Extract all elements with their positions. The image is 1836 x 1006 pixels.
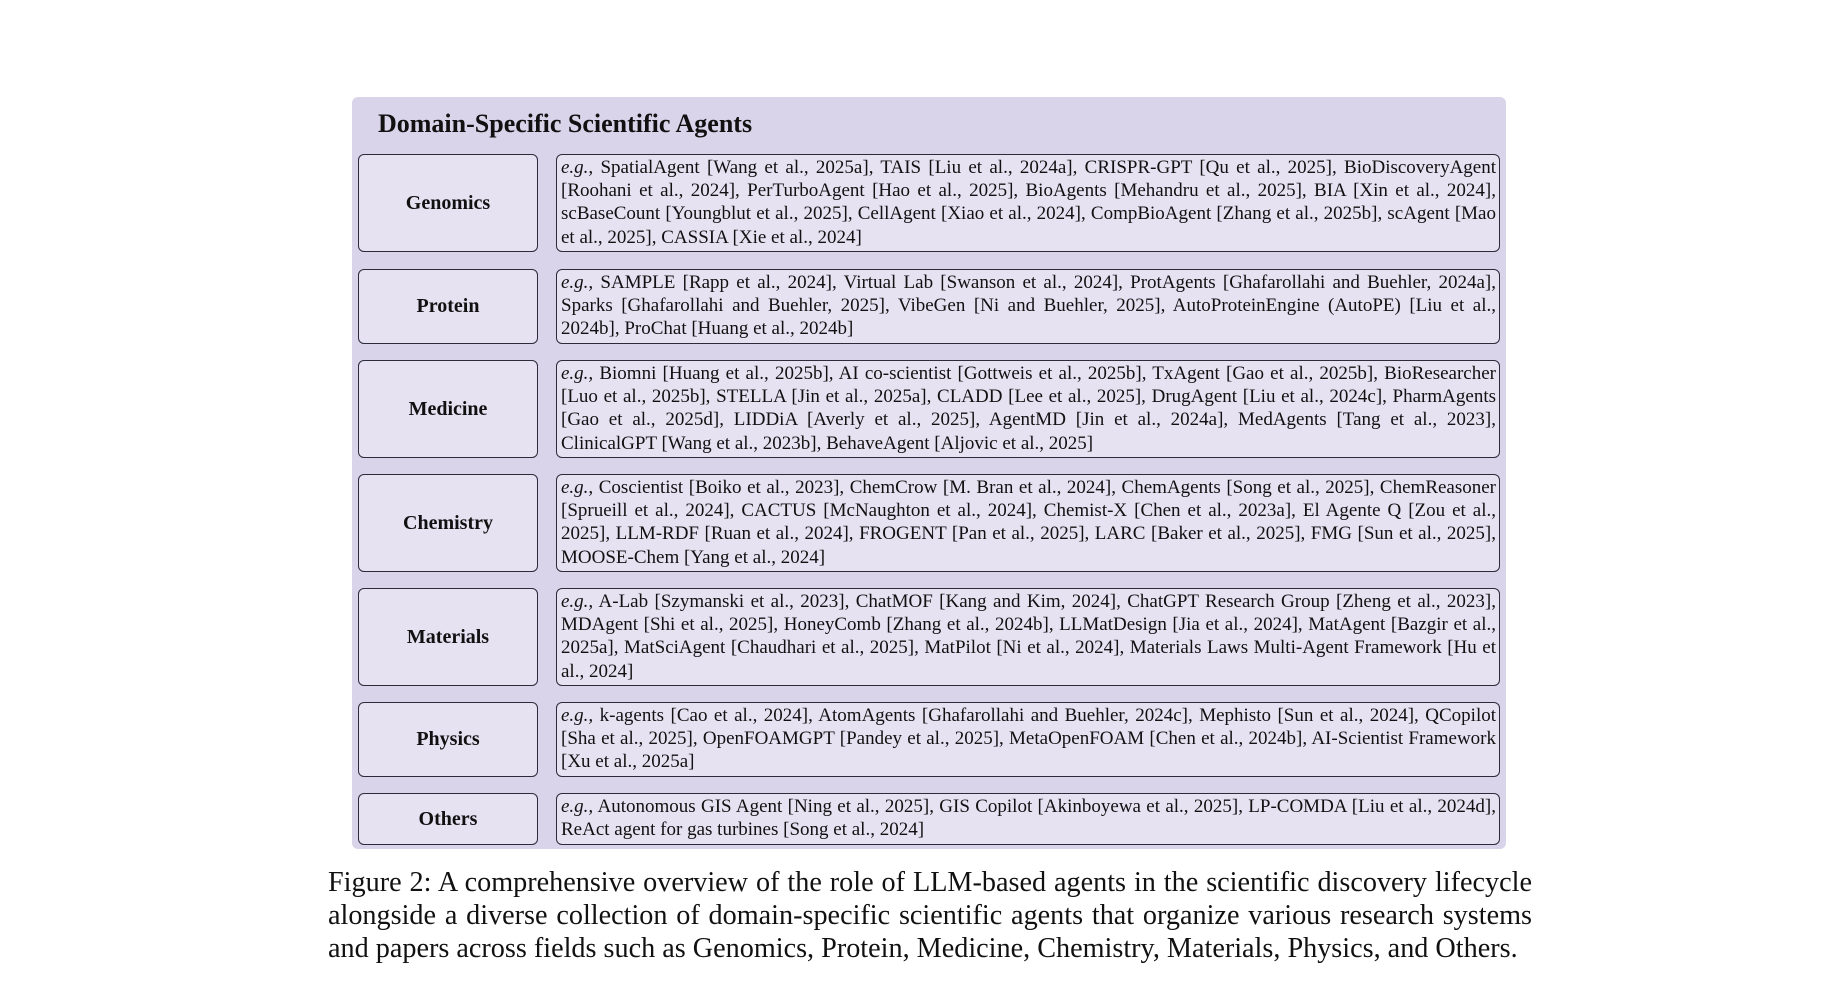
panel-title: Domain-Specific Scientific Agents [378,109,753,138]
domain-agents-panel [352,97,1506,849]
agents-text: Autonomous GIS Agent [Ning et al., 2025], GIS Copilot [Akinboyewa et al., 2025], LP-COMDA [Liu et al., 2024d], ReAct agent for gas turbines [Song et al., 2024] [561,796,1496,841]
domain-label: Genomics [358,154,538,252]
agents-text: k-agents [Cao et al., 2024], AtomAgents [Ghafarollahi and Buehler, 2024c], Mephisto [Sun et al., 2024], QCopilot [Sha et al., 2025], OpenFOAMGPT [Pandey et al., 2025], MetaOpenFOAM [Chen et al., 2024b], AI-Scientist Framework [Xu et al., 2025a] [561,705,1496,773]
agents-text: Coscientist [Boiko et al., 2023], ChemCrow [M. Bran et al., 2024], ChemAgents [Song et al., 2025], ChemReasoner [Sprueill et al., 2024], CACTUS [McNaughton et al., 2024], Chemist-X [Chen et al., 2023a], El Agente Q [Zou et al., 2025], LLM-RDF [Ruan et al., 2024], FROGENT [Pan et al., 2025], LARC [Baker et al., 2025], FMG [Sun et al., 2025], MOOSE-Chem [Yang et al., 2024] [561,477,1497,568]
domain-agents-list [556,269,1500,344]
eg-prefix: e.g., [561,157,594,178]
eg-prefix: e.g., [561,477,594,498]
domain-row-medicine [358,360,1500,458]
agents-text: A-Lab [Szymanski et al., 2023], ChatMOF [Kang and Kim, 2024], ChatGPT Research Group [Zheng et al., 2023], MDAgent [Shi et al., 2025], HoneyComb [Zhang et al., 2024b], LLMatDesign [Jia et al., 2024], MatAgent [Bazgir et al., 2025a], MatSciAgent [Chaudhari et al., 2025], MatPilot [Ni et al., 2024], Materials Laws Multi-Agent Framework [Hu et al., 2024] [561,591,1496,682]
eg-prefix: e.g., [561,272,594,293]
eg-prefix: e.g., [561,796,594,817]
agents-text: SpatialAgent [Wang et al., 2025a], TAIS [Liu et al., 2024a], CRISPR-GPT [Qu et al., 2025], BioDiscoveryAgent [Roohani et al., 2024], PerTurboAgent [Hao et al., 2025], BioAgents [Mehandru et al., 2025], BIA [Xin et al., 2024], scBaseCount [Youngblut et al., 2025], CellAgent [Xiao et al., 2024], CompBioAgent [Zhang et al., 2025b], scAgent [Mao et al., 2025], CASSIA [Xie et al., 2024] [561,157,1496,248]
domain-label: Others [358,793,538,845]
domain-row-chemistry [358,474,1500,572]
domain-agents-list [556,154,1500,252]
eg-prefix: e.g., [561,591,594,612]
domain-label: Protein [358,269,538,344]
domain-row-physics [358,702,1500,777]
eg-prefix: e.g., [561,705,594,726]
domain-agents-list [556,793,1500,845]
domain-agents-list [556,702,1500,777]
domain-row-genomics [358,154,1500,252]
domain-agents-list [556,474,1500,572]
domain-row-materials [358,588,1500,686]
eg-prefix: e.g., [561,363,594,384]
domain-label: Chemistry [358,474,538,572]
domain-agents-list [556,588,1500,686]
domain-row-protein [358,269,1500,344]
domain-label: Medicine [358,360,538,458]
domain-row-others [358,793,1500,845]
domain-agents-list [556,360,1500,458]
agents-text: SAMPLE [Rapp et al., 2024], Virtual Lab [Swanson et al., 2024], ProtAgents [Ghafarollahi and Buehler, 2024a], Sparks [Ghafarollahi and Buehler, 2025], VibeGen [Ni and Buehler, 2025], AutoProteinEngine (AutoPE) [Liu et al., 2024b], ProChat [Huang et al., 2024b] [561,272,1496,340]
agents-text: Biomni [Huang et al., 2025b], AI co-scientist [Gottweis et al., 2025b], TxAgent [Gao et al., 2025b], BioResearcher [Luo et al., 2025b], STELLA [Jin et al., 2025a], CLADD [Lee et al., 2025], DrugAgent [Liu et al., 2024c], PharmAgents [Gao et al., 2025d], LIDDiA [Averly et al., 2025], AgentMD [Jin et al., 2024a], MedAgents [Tang et al., 2023], ClinicalGPT [Wang et al., 2023b], BehaveAgent [Aljovic et al., 2025] [561,363,1496,454]
figure-caption: Figure 2: A comprehensive overview of the role of LLM-based agents in the scientific discovery lifecycle alongside a diverse collection of domain-specific scientific agents that organize various research systems and papers across fields such as Genomics, Protein, Medicine, Chemistry, Materials, Physics, and Others. [328,867,1532,964]
domain-label: Materials [358,588,538,686]
domain-label: Physics [358,702,538,777]
